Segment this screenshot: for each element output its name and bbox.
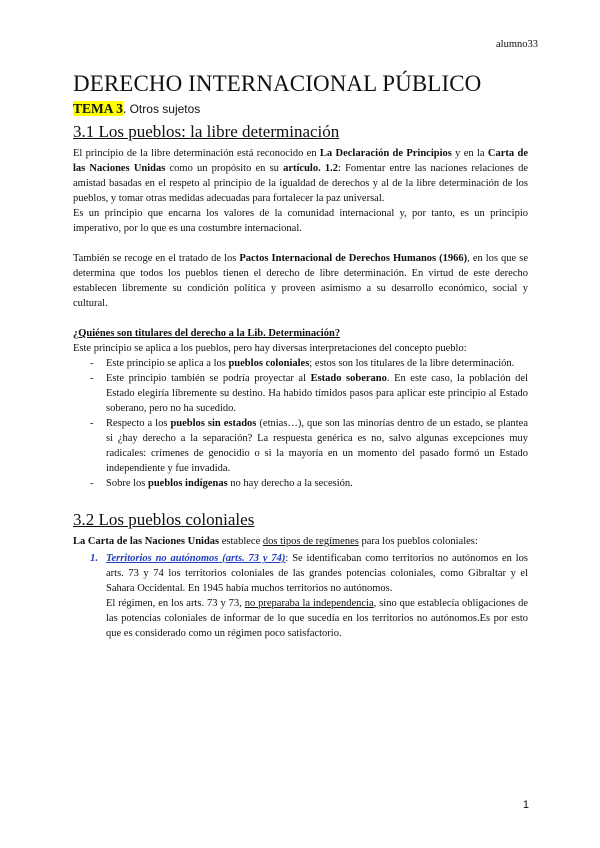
list-item: - Respecto a los pueblos sin estados (etnias…), que son las minorías dentro de un estado, se plantea si ¿hay derecho a la separación? La respuesta genérica es no, salvo algunas excepciones muy radicales: crímenes de genocidio o si la mayoría en un momento del pasado formó un Estado independiente y fue invadida. bbox=[73, 416, 528, 476]
paragraph-imperativo: Es un principio que encarna los valores de la comunidad internacional y, por tanto, es un principio imperativo, por lo que es una costumbre internacional. bbox=[73, 208, 528, 234]
titulares-list bbox=[73, 356, 528, 491]
dos-tipos-underlined: dos tipos de regímenes bbox=[262, 536, 359, 547]
declaracion-principios-term: La Declaración de Principios bbox=[319, 148, 452, 159]
no-preparaba-underlined: no preparaba la independencia bbox=[244, 598, 374, 609]
header-username: alumno33 bbox=[496, 39, 538, 50]
pactos-term: Pactos Internacional de Derechos Humanos (1966) bbox=[239, 253, 468, 264]
carta-nu-term: Carta de las Naciones Unidas bbox=[73, 148, 528, 174]
paragraph-pactos: También se recoge en el tratado de los Pactos Internacional de Derechos Humanos (1966), en los que se determina que todos los pueblos tienen el derecho de libre determinación. En virtud de este derecho establecen libremente su condición política y proveen asimismo a su desarrollo económico, social y cultural. bbox=[73, 253, 528, 309]
section-heading-3-2: 3.2 Los pueblos coloniales bbox=[73, 510, 255, 529]
document-title: DERECHO INTERNACIONAL PÚBLICO bbox=[73, 71, 482, 96]
list-item: - Este principio también se podría proyectar al Estado soberano. En este caso, la población del Estado elegiría libremente su destino. Ha habido tímidos pasos para aplicar este principio al Estado soberano, pero no ha sucedido. bbox=[73, 371, 528, 416]
document-body bbox=[73, 70, 528, 641]
regimenes-list bbox=[73, 551, 528, 641]
list-item: - Sobre los pueblos indígenas no hay derecho a la secesión. bbox=[73, 476, 528, 491]
paragraph-principio: El principio de la libre determinación está reconocido en La Declaración de Principios y en la Carta de las Naciones Unidas como un propósito en su artículo. 1.2: Fomentar entre las naciones relaciones de amistad basadas en el respeto al principio de la igualdad de derechos y al de la libre determinación de los pueblos, y tomar otras medidas adecuadas para fortalecer la paz universal. bbox=[73, 148, 528, 204]
territorios-term: Territorios no autónomos (arts. 73 y 74) bbox=[106, 553, 286, 564]
paragraph-intro-pueblo: Este principio se aplica a los pueblos, pero hay diversas interpretaciones del concepto pueblo: bbox=[73, 343, 467, 354]
paragraph-regimenes: La Carta de las Naciones Unidas establece dos tipos de regímenes para los pueblos coloniales: bbox=[73, 536, 478, 547]
articulo-term: artículo. 1.2 bbox=[283, 163, 338, 174]
list-item: - Este principio se aplica a los pueblos coloniales; estos son los titulares de la libre determinación. bbox=[73, 356, 528, 371]
tema-separator: . bbox=[122, 101, 127, 116]
section-heading-3-1: 3.1 Los pueblos: la libre determinación bbox=[73, 122, 340, 141]
tema-subtitle: Otros sujetos bbox=[126, 102, 201, 116]
page-number: 1 bbox=[522, 799, 529, 811]
list-item: 1. Territorios no autónomos (arts. 73 y 74): Se identificaban como territorios no autónomos en los arts. 73 y 74 los territorios coloniales de las grandes potencias coloniales, como Gibraltar y el Sahara Occidental. En 1945 había muchos territorios no autónomos. El régimen, en los arts. 73 y 73, no preparaba la independencia, sino que establecía obligaciones de las potencias coloniales de informar de lo que sucedía en los territorios no autónomos.Es por esto que es considerado como un régimen poco satisfactorio. bbox=[90, 552, 528, 639]
question-heading: ¿Quiénes son titulares del derecho a la Lib. Determinación? bbox=[73, 328, 341, 339]
tema-line bbox=[73, 100, 528, 118]
tema-label: TEMA 3 bbox=[73, 101, 123, 116]
item-number: 1. bbox=[90, 552, 99, 564]
